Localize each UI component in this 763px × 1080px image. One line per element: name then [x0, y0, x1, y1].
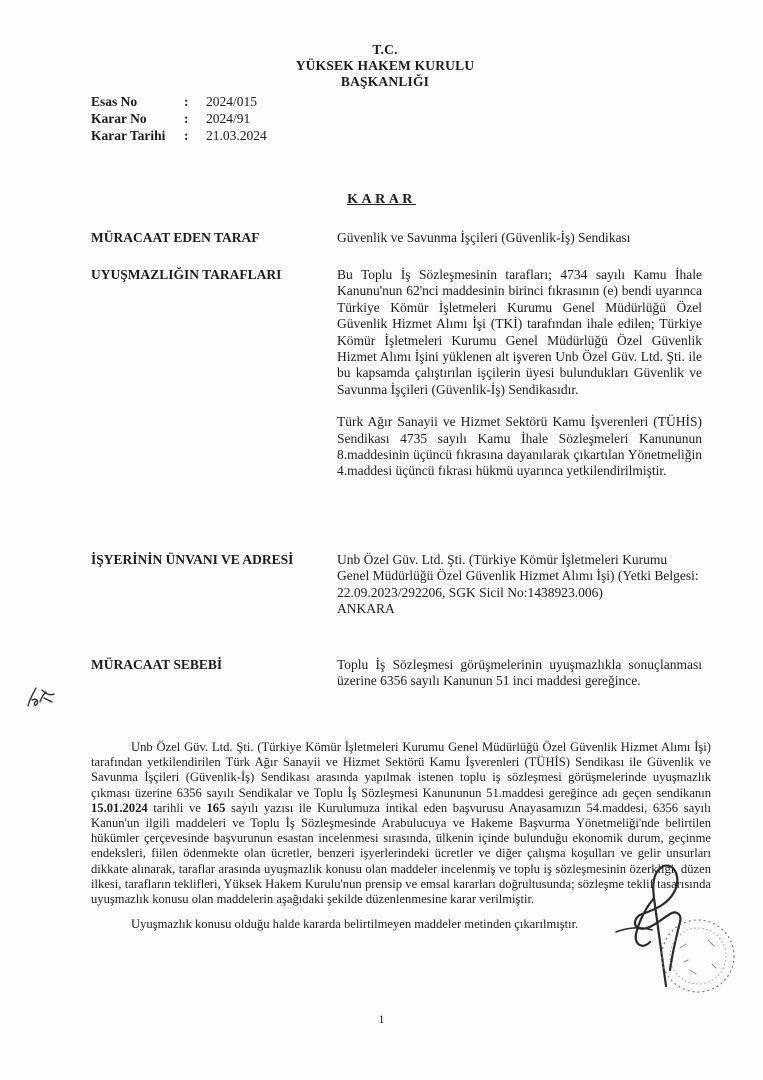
meta-label: Esas No	[91, 94, 138, 109]
section-label: UYUŞMAZLIĞIN TARAFLARI	[91, 267, 282, 282]
section-workplace	[91, 552, 711, 618]
section-value: Toplu İş Sözleşmesi görüşmelerinin uyuşmazlıkla sonuçlanması üzerine 6356 sayılı Kanunun 51 inci maddesi gereğince.	[337, 657, 702, 689]
section-value	[337, 267, 702, 480]
meta-colon: :	[184, 94, 189, 109]
page-number: 1	[378, 1012, 385, 1026]
parties-paragraph-1: Bu Toplu İş Sözleşmesinin tarafları; 4734 sayılı Kamu İhale Kanunu'nun 62'nci maddesinin birinci fıkrasının (e) bendi uyarınca Türkiye Kömür İşletmeleri Kurumu Genel Müdürlüğü Özel Güvenlik Hizmet Alımı İşi (TKİ) tarafından ihale edilen; Türkiye Kömür İşletmeleri Kurumu Genel Müdürlüğü Özel Güvenlik Hizmet Alımı İşini yüklenen alt işveren Unb Özel Güv. Ltd. Şti. ile bu kapsamda çalıştırılan işçilerin üyesi bulundukları Güvenlik ve Savunma İşçileri (Güvenlik-İş) Sendikasıdır.	[337, 267, 702, 397]
official-seal	[650, 908, 740, 998]
header-line-kurul: YÜKSEK HAKEM KURULU	[295, 58, 475, 73]
meta-colon: :	[184, 111, 189, 126]
meta-value: 2024/015	[206, 94, 258, 109]
section-value	[337, 552, 702, 618]
meta-value: 2024/91	[206, 111, 251, 126]
body-text-run: Unb Özel Güv. Ltd. Şti. (Türkiye Kömür İşletmeleri Kurumu Genel Müdürlüğü Özel Güvenlik Hizmet Alımı İşi) tarafından yetkilendirilen Türk Ağır Sanayii ve Hizmet Sektörü Kamu İşverenleri (TÜHİS) Sendikası ile Güvenlik ve Savunma İşçileri (Güvenlik-İş) Sendikası arasında yapılmak istenen toplu iş sözleşmesi görüşmelerinde uyuşmazlık çıkması üzerine 6356 sayılı Sendikalar ve Toplu İş Sözleşmesi Kanununun 51.maddesi gereğince adı geçen sendikanın	[91, 740, 711, 800]
parties-paragraph-2: Türk Ağır Sanayii ve Hizmet Sektörü Kamu İşverenleri (TÜHİS) Sendikası 4735 sayılı Kamu İhale Sözleşmeleri Kanununun 8.maddesinin üçüncü fıkrasına dayanılarak çıkartılan Yönetmeliğin 4.maddesi üçüncü fıkrası hükmü uyarınca yetkilendirilmiştir.	[337, 414, 702, 479]
issuer-header	[0, 42, 763, 90]
workplace-city: ANKARA	[337, 601, 395, 617]
body-paragraph-2: Uyuşmazlık konusu olduğu halde kararda belirtilmeyen maddeler metinden çıkarılmıştır.	[131, 917, 579, 932]
meta-row-tarih	[91, 127, 267, 144]
header-line-tc: T.C.	[372, 42, 398, 57]
section-value: Güvenlik ve Savunma İşçileri (Güvenlik-İş) Sendikası	[337, 230, 631, 245]
meta-label: Karar No	[91, 111, 147, 126]
case-meta	[91, 93, 267, 144]
section-applicant	[91, 230, 711, 246]
meta-value: 21.03.2024	[206, 128, 267, 143]
application-number: 165	[206, 800, 226, 815]
meta-row-esas	[91, 93, 267, 110]
meta-row-karar	[91, 110, 267, 127]
section-label: MÜRACAAT EDEN TARAF	[91, 230, 260, 245]
application-date: 15.01.2024	[91, 800, 148, 815]
handwritten-initials	[24, 682, 58, 712]
section-reason	[91, 657, 711, 690]
header-line-baskanlik: BAŞKANLIĞI	[340, 74, 430, 89]
body-text-run: sayılı yazısı ile Kurulumuza intikal eden başvurusu Anayasamızın 54.maddesi, 6356 sayılı Kanun'un ilgili maddeleri ve Toplu İş Sözleşmesinde Arabulucuya ve Hakeme Başvurma Yönetmeliği'nde belirtilen hükümler çerçevesinde başvurunun esastan incelenmesi sırasında, ülkenin içinde bulunduğu ekonomik durum, geçinme endeksleri, fiilen ödenmekte olan ücretler, benzeri işyerlerindeki ücretler ve diğer çalışma koşulları ve gelir unsurları dikkate alınarak, taraflar arasında uyuşmazlık konusu olan maddeler incelenmiş ve toplu iş sözleşmesinin özerkliği, düzen ilkesi, tarafların teklifleri, Yüksek Hakem Kurulu'nun prensip ve emsal kararları doğrultusunda; sözleşme teklif tasarısında uyuşmazlık konusu olan maddelerin aşağıdaki şekilde düzenlenmesine karar verilmiştir.	[91, 800, 711, 907]
document-title: KARAR	[347, 192, 416, 207]
meta-colon: :	[184, 128, 189, 143]
section-parties	[91, 267, 711, 480]
meta-label: Karar Tarihi	[91, 128, 166, 143]
section-label: MÜRACAAT SEBEBİ	[91, 657, 223, 672]
body-text-run: tarihli ve	[147, 800, 207, 815]
workplace-name: Unb Özel Güv. Ltd. Şti. (Türkiye Kömür İşletmeleri Kurumu Genel Müdürlüğü Özel Güvenlik Hizmet Alımı İşi) (Yetki Belgesi: 22.09.2023/292206, SGK Sicil No:1438923.006)	[337, 552, 699, 600]
section-label: İŞYERİNİN ÜNVANI VE ADRESİ	[91, 552, 294, 567]
